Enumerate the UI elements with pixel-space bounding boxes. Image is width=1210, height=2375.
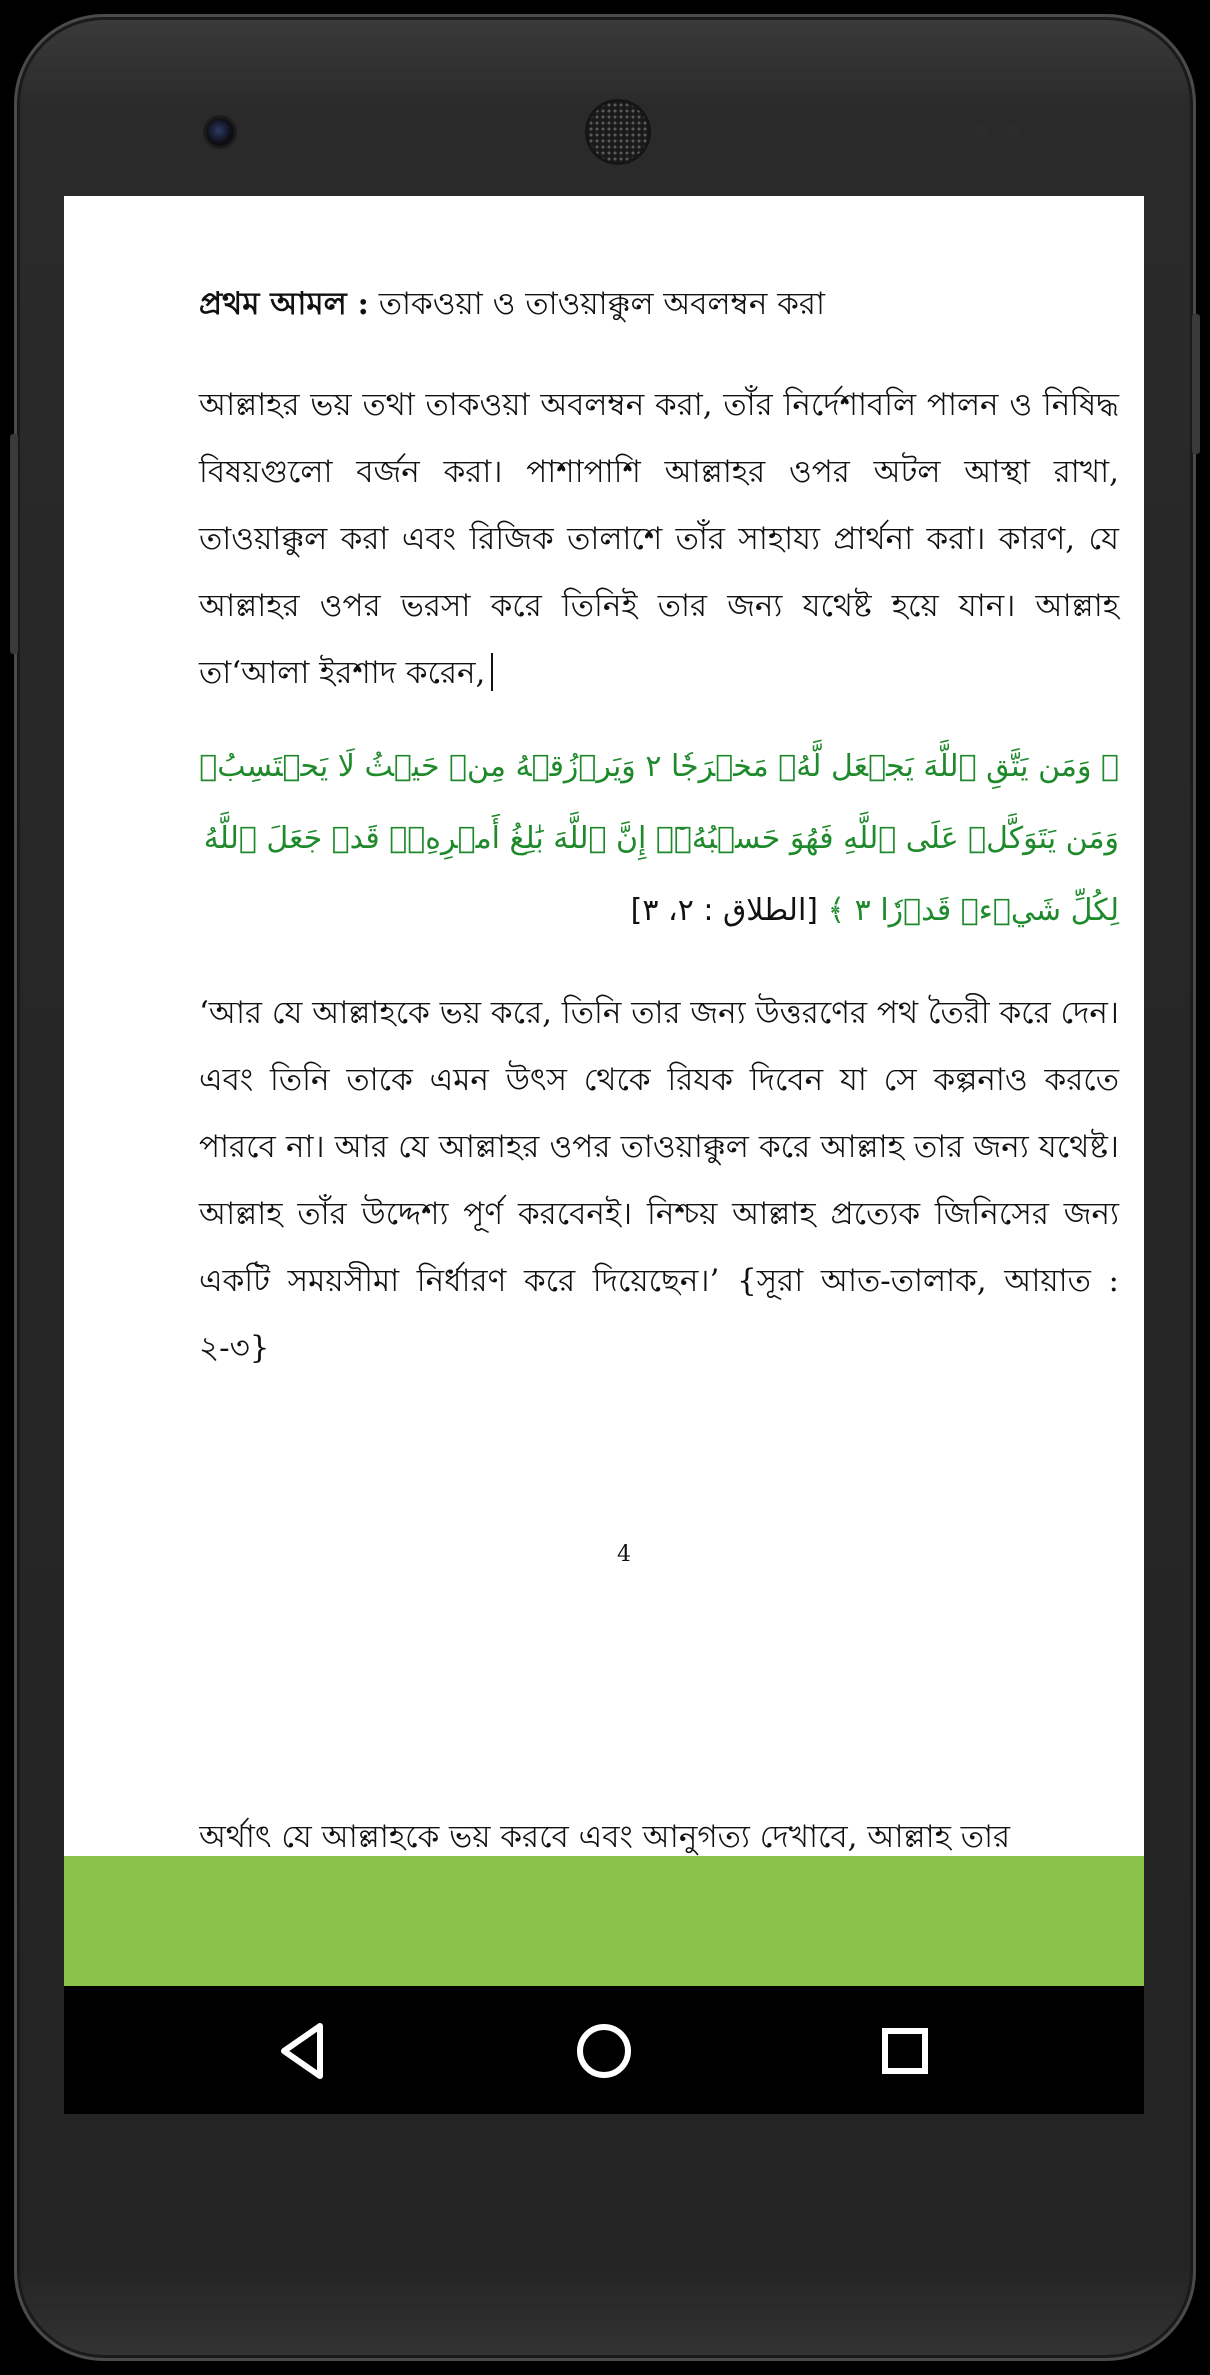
heading-bold-label: প্রথম আমল :	[199, 286, 369, 322]
back-triangle-icon	[268, 2016, 338, 2086]
light-sensor	[1006, 124, 1020, 138]
recents-square-icon	[870, 2016, 940, 2086]
paragraph-intro[interactable]	[199, 372, 1119, 707]
app-screen	[64, 196, 1144, 2114]
paragraph-next-partial: অর্থাৎ যে আল্লাহকে ভয় করবে এবং আনুগত্য দেখাবে, আল্লাহ তার	[199, 1819, 1011, 1855]
recents-button[interactable]	[870, 2016, 940, 2086]
volume-button	[10, 434, 18, 654]
page-number: 4	[617, 1542, 631, 1567]
power-button	[1192, 314, 1200, 454]
section-heading	[199, 282, 825, 326]
bottom-color-bar	[64, 1856, 1144, 1986]
home-circle-icon	[569, 2016, 639, 2086]
back-button[interactable]	[268, 2016, 338, 2086]
paragraph-translation: ‘আর যে আল্লাহকে ভয় করে, তিনি তার জন্য উত্তরণের পথ তৈরী করে দেন। এবং তিনি তাকে এমন উৎস থেকে রিযক দিবেন যা সে কল্পনাও করতে পারবে না। আর যে আল্লাহর ওপর তাওয়াক্কুল করে আল্লাহ তার জন্য যথেষ্ট। আল্লাহ তাঁর উদ্দেশ্য পূর্ণ করবেনই। নিশ্চয় আল্লাহ প্রত্যেক জিনিসের জন্য একটি সময়সীমা নির্ধারণ করে দিয়েছেন।’ {সূরা আত-তালাক, আয়াত : ২-৩}	[199, 995, 1119, 1366]
arabic-ayah-block	[199, 731, 1119, 947]
front-camera	[206, 118, 234, 146]
proximity-sensor	[974, 124, 988, 138]
system-nav-bar	[64, 1986, 1144, 2114]
home-button[interactable]	[569, 2016, 639, 2086]
arabic-reference: [الطلاق : ٢، ٣]	[630, 893, 818, 928]
heading-title: তাকওয়া ও তাওয়াক্কুল অবলম্বন করা	[378, 286, 825, 322]
arabic-ayah-text: ﴿ وَمَن يَتَّقِ ٱللَّهَ يَجۡعَل لَّهُۥ مَخۡرَجٗا ٢ وَيَرۡزُقۡهُ مِنۡ حَيۡثُ لَا يَحۡتَسِبُۚ وَمَن يَتَوَكَّلۡ عَلَى ٱللَّهِ فَهُوَ حَسۡبُهُۥٓۚ إِنَّ ٱللَّهَ بَٰلِغُ أَمۡرِهِۦۚ قَدۡ جَعَلَ ٱللَّهُ لِكُلِّ شَيۡءٖ قَدۡرٗا ٣ ﴾	[199, 749, 1119, 928]
text-cursor	[491, 653, 493, 691]
earpiece-speaker	[588, 102, 648, 162]
paragraph-intro-text: আল্লাহর ভয় তথা তাকওয়া অবলম্বন করা, তাঁর নির্দেশাবলি পালন ও নিষিদ্ধ বিষয়গুলো বর্জন করা। পাশাপাশি আল্লাহর ওপর অটল আস্থা রাখা, তাওয়াক্কুল করা এবং রিজিক তালাশে তাঁর সাহায্য প্রার্থনা করা। কারণ, যে আল্লাহর ওপর ভরসা করে তিনিই তার জন্য যথেষ্ট হয়ে যান। আল্লাহ তা‘আলা ইরশাদ করেন,	[199, 387, 1119, 691]
